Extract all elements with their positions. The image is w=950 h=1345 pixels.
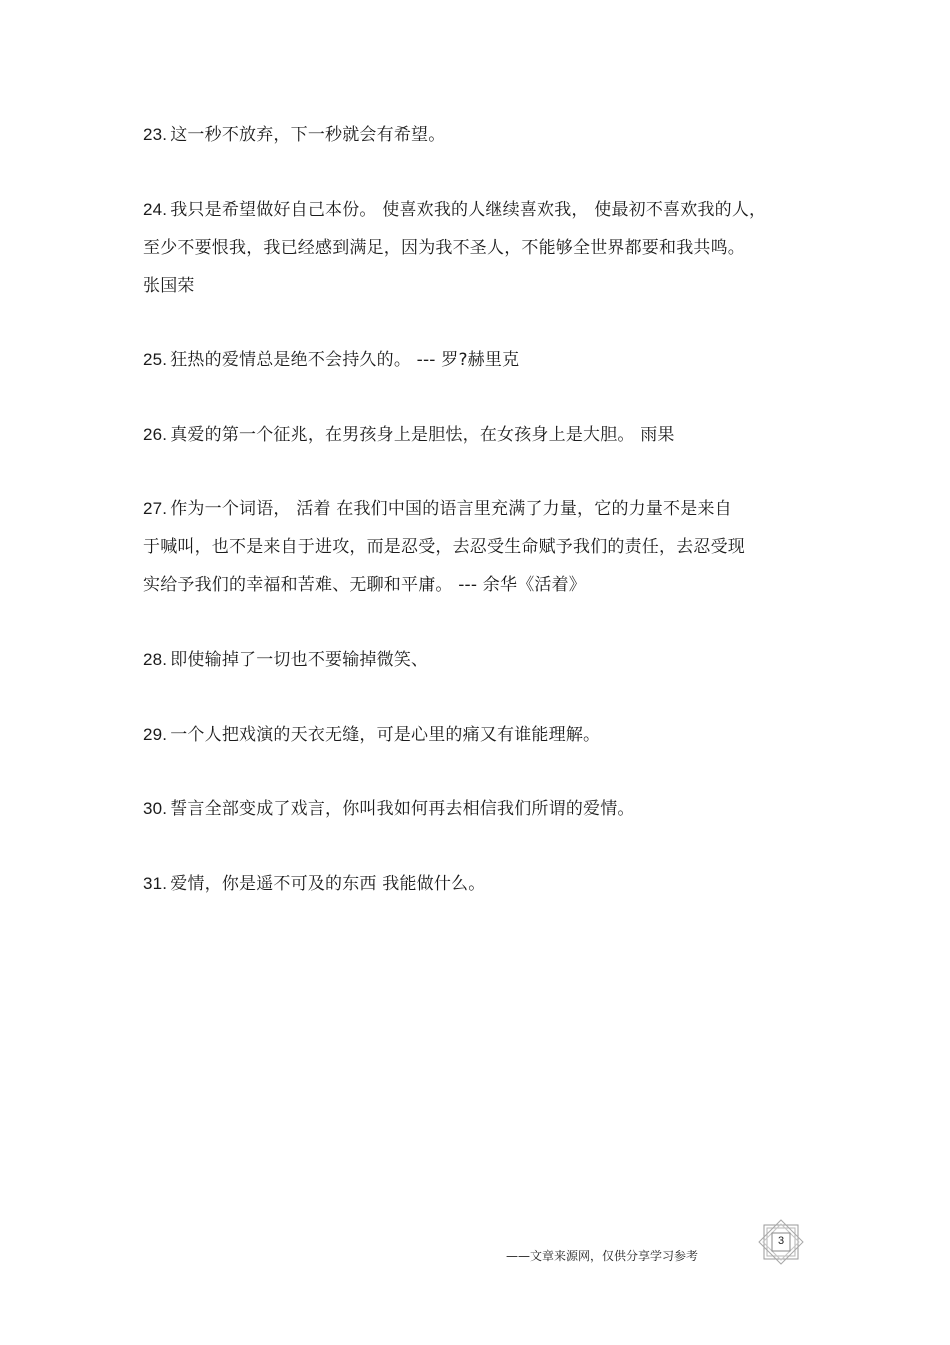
quote-item-30 — [143, 790, 803, 828]
quote-number: 31. — [143, 874, 168, 893]
quote-item-29 — [143, 716, 803, 754]
quote-number: 25. — [143, 350, 168, 369]
quote-item-25 — [143, 341, 803, 379]
quote-item-27 — [143, 490, 803, 604]
quote-number: 26. — [143, 425, 168, 444]
quote-author: 张国荣 — [143, 276, 195, 296]
quote-line: 26. 真爱的第一个征兆，在男孩身上是胆怯，在女孩身上是大胆。 雨果 — [143, 425, 675, 445]
quote-line: 实给予我们的幸福和苦难、无聊和平庸。 --- 余华《活着》 — [143, 575, 587, 595]
quote-number: 24. — [143, 200, 168, 219]
quote-number: 23. — [143, 125, 168, 144]
footer-source-note: ——文章来源网，仅供分享学习参考 — [506, 1249, 699, 1263]
quote-line: 23. 这一秒不放弃，下一秒就会有希望。 — [143, 125, 446, 145]
quote-line: 27. 作为一个词语， 活着 在我们中国的语言里充满了力量，它的力量不是来自 — [143, 499, 732, 519]
page-number-badge — [758, 1219, 804, 1265]
quote-line: 至少不要恨我，我已经感到满足，因为我不圣人，不能够全世界都要和我共鸣。 — [143, 238, 745, 258]
quote-line: 30. 誓言全部变成了戏言，你叫我如何再去相信我们所谓的爱情。 — [143, 799, 635, 819]
quote-item-26 — [143, 416, 803, 454]
quote-number: 28. — [143, 650, 168, 669]
quote-number: 29. — [143, 725, 168, 744]
quote-line: 31. 爱情，你是遥不可及的东西 我能做什么。 — [143, 874, 486, 894]
quote-item-28 — [143, 641, 803, 679]
quote-item-24 — [143, 191, 803, 305]
quote-line: 24. 我只是希望做好自己本份。 使喜欢我的人继续喜欢我， 使最初不喜欢我的人， — [143, 200, 767, 220]
quote-line: 于喊叫，也不是来自于进攻，而是忍受，去忍受生命赋予我们的责任，去忍受现 — [143, 537, 745, 557]
quote-line: 25. 狂热的爱情总是绝不会持久的。 --- 罗?赫里克 — [143, 350, 520, 370]
quote-item-31 — [143, 865, 803, 903]
quote-number: 27. — [143, 499, 168, 518]
page-number: 3 — [777, 1235, 785, 1247]
quote-line: 29. 一个人把戏演的天衣无缝，可是心里的痛又有谁能理解。 — [143, 725, 601, 745]
quote-line: 28. 即使输掉了一切也不要输掉微笑、 — [143, 650, 429, 670]
quote-item-23 — [143, 116, 803, 154]
quote-number: 30. — [143, 799, 168, 818]
